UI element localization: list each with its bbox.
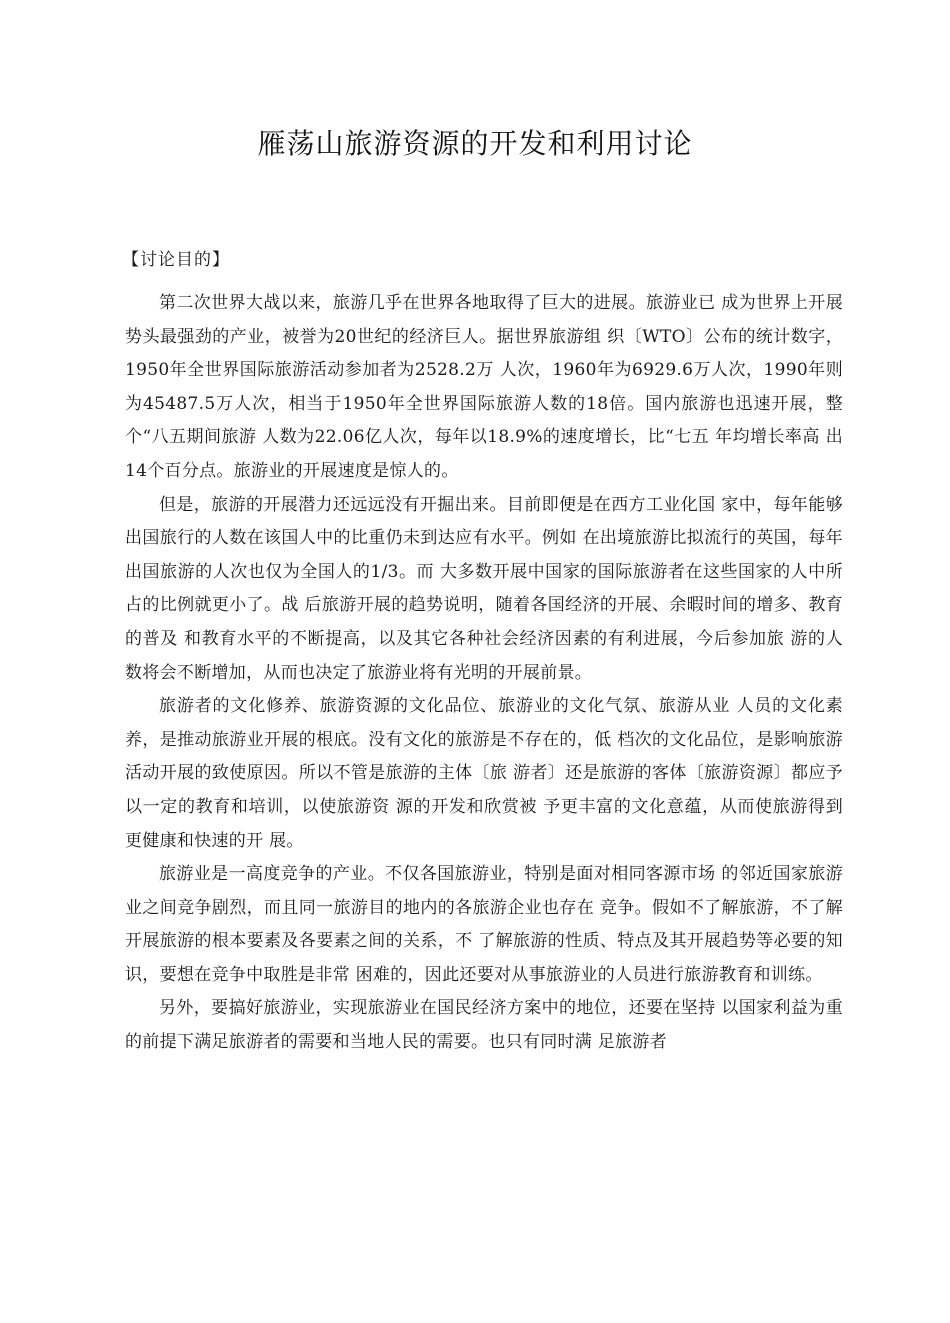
paragraph: 旅游者的文化修养、旅游资源的文化品位、旅游业的文化气氛、旅游从业 人员的文化素养，是推动旅游业开展的根底。没有文化的旅游是不存在的，低 档次的文化品位，是影响旅游活动开展的致使原因。所以不管是旅游的主体〔旅 游者〕还是旅游的客体〔旅游资源〕都应予以一定的教育和培训，以使旅游资 源的开发和欣赏被 予更丰富的文化意蕴，从而使旅游得到更健康和快速的开 展。 bbox=[125, 696, 843, 851]
paragraph: 但是，旅游的开展潜力还远远没有开掘出来。目前即便是在西方工业化国 家中，每年能够出国旅行的人数在该国人中的比重仍未到达应有水平。例如 在出境旅游比拟流行的英国，每年出国旅游的人次也仅为全国人的1/3。而 大多数开展中国家的国际旅游者在这些国家的人中所占的比例就更小了。战 后旅游开展的趋势说明，随着各国经济的开展、余暇时间的增多、教育的普及 和教育水平的不断提高，以及其它各种社会经济因素的有利进展，今后参加旅 游的人数将会不断增加，从而也决定了旅游业将有光明的开展前景。 bbox=[125, 494, 843, 683]
paragraph: 旅游业是一高度竞争的产业。不仅各国旅游业，特别是面对相同客源市场 的邻近国家旅游业之间竞争剧烈，而且同一旅游目的地内的各旅游企业也存在 竞争。假如不了解旅游，不了解开展旅游的根本要素及各要素之间的关系，不 了解旅游的性质、特点及其开展趋势等必要的知识，要想在竞争中取胜是非常 困难的，因此还要对从事旅游业的人员进行旅游教育和训练。 bbox=[125, 864, 843, 985]
paragraph: 第二次世界大战以来，旅游几乎在世界各地取得了巨大的进展。旅游业已 成为世界上开展势头最强劲的产业，被誉为20世纪的经济巨人。据世界旅游组 织〔WTO〕公布的统计数字，1950年全世界国际旅游活动参加者为2528.2万 人次，1960年为6929.6万人次，1990年则为45487.5万人次，相当于1950年全世界国际旅游人数的18倍。国内旅游也迅速开展，整个“八五期间旅游 人数为22.06亿人次，每年以18.9%的速度增长，比“七五 年均增长率高 出14个百分点。旅游业的开展速度是惊人的。 bbox=[125, 293, 843, 481]
document-title: 雁荡山旅游资源的开发和利用讨论 bbox=[257, 127, 693, 160]
section-heading: 【讨论目的】 bbox=[122, 250, 230, 270]
body-text bbox=[125, 287, 843, 1060]
paragraph: 另外，要搞好旅游业，实现旅游业在国民经济方案中的地位，还要在坚持 以国家利益为重的前提下满足旅游者的需要和当地人民的需要。也只有同时满 足旅游者 bbox=[125, 998, 843, 1053]
